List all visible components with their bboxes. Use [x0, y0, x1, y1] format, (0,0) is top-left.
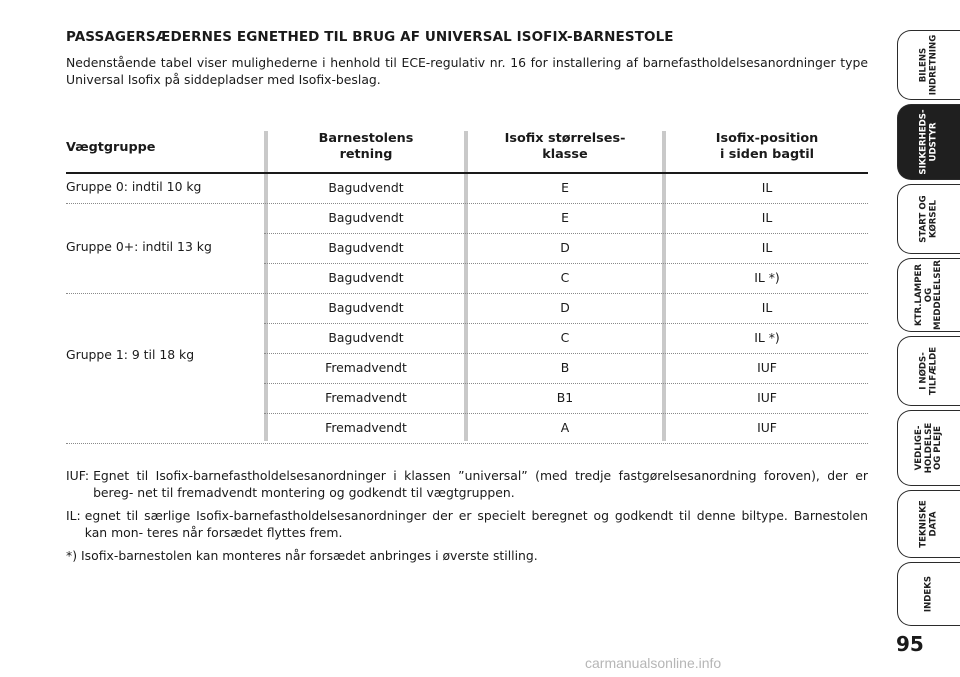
note-key: IL: [66, 508, 81, 523]
chapter-tab[interactable] [897, 258, 960, 332]
row-divider [264, 383, 868, 384]
cell-direction: Bagudvendt [328, 330, 404, 345]
intro-paragraph: Nedenstående tabel viser mulighederne i henhold til ECE-regulativ nr. 16 for installering af barnefastholdelsesanordninger type Universal Isofix på siddepladser med Isofix-beslag. [66, 55, 868, 87]
cell-direction: Bagudvendt [328, 180, 404, 195]
cell-direction: Fremadvendt [325, 420, 407, 435]
row-divider [264, 263, 868, 264]
note-il [66, 507, 868, 541]
cell-position: IL [761, 210, 773, 225]
cell-position: IUF [757, 390, 777, 405]
watermark-text: carmanualsonline.info [585, 655, 722, 671]
note-asterisk [66, 547, 868, 564]
header-direction: Barnestolens retning [318, 131, 414, 162]
chapter-tab-label: BILENS INDRETNING [918, 34, 938, 96]
note-text: egnet til særlige Isofix-barnefastholdelsesanordninger der er specielt beregnet og godkendt til denne biltype. Barnestolen kan mon- teres når forsædet flyttes frem. [84, 508, 868, 540]
header-rule [66, 172, 868, 174]
row-divider [264, 353, 868, 354]
note-text: Egnet til Isofix-barnefastholdelsesanordninger i klassen ”universal” (med tredje fastgørelsesanordning foroven), der er bereg- net til fremadvendt montering og godkendt til vægtgruppen. [93, 468, 868, 500]
chapter-tab[interactable] [897, 104, 960, 180]
page-number: 95 [896, 632, 924, 656]
cell-position: IUF [757, 420, 777, 435]
note-key: IUF: [66, 468, 90, 483]
chapter-tab-label: TEKNISKE DATA [918, 500, 938, 548]
row-divider [264, 413, 868, 414]
chapter-tab[interactable] [897, 184, 960, 254]
cell-direction: Bagudvendt [328, 240, 404, 255]
cell-size-class: C [560, 270, 570, 285]
chapter-tab-label: I NØDS- TILFÆLDE [918, 346, 938, 396]
row-divider [264, 323, 868, 324]
row-divider [66, 443, 868, 444]
cell-size-class: C [560, 330, 570, 345]
cell-size-class: D [560, 300, 570, 315]
chapter-tab-label: INDEKS [923, 575, 934, 613]
chapter-tab[interactable] [897, 562, 960, 626]
chapter-tab[interactable] [897, 336, 960, 406]
note-key: *) [66, 548, 78, 563]
chapter-tab-label: START OG KØRSEL [918, 195, 938, 243]
cell-size-class: E [561, 210, 569, 225]
group-label: Gruppe 0+: indtil 13 kg [66, 239, 212, 254]
chapter-tab-label: SIKKERHEDS- UDSTYR [918, 109, 938, 175]
cell-size-class: D [560, 240, 570, 255]
chapter-tab-label: VEDLIGE- HOLDELSE OG PLEJE [913, 422, 943, 474]
group-label: Gruppe 1: 9 til 18 kg [66, 347, 195, 362]
chapter-tab[interactable] [897, 490, 960, 558]
cell-direction: Bagudvendt [328, 270, 404, 285]
cell-position: IL [761, 180, 773, 195]
cell-size-class: B1 [556, 390, 574, 405]
group-label: Gruppe 0: indtil 10 kg [66, 179, 202, 194]
note-iuf [66, 467, 868, 501]
section-title: PASSAGERSÆDERNES EGNETHED TIL BRUG AF UNIVERSAL ISOFIX-BARNESTOLE [66, 29, 674, 45]
cell-position: IL *) [754, 270, 780, 285]
chapter-tab[interactable] [897, 30, 960, 100]
header-weight-group: Vægtgruppe [66, 140, 156, 155]
chapter-tab[interactable] [897, 410, 960, 486]
notes [66, 467, 868, 570]
note-text: Isofix-barnestolen kan monteres når forsædet anbringes i øverste stilling. [81, 548, 538, 563]
cell-size-class: A [560, 420, 570, 435]
cell-position: IL *) [754, 330, 780, 345]
chapter-tab-label: KTR.LAMPER OG MEDDELELSER [913, 259, 943, 331]
cell-direction: Bagudvendt [328, 210, 404, 225]
cell-position: IL [761, 240, 773, 255]
header-size-class: Isofix størrelses- klasse [504, 131, 626, 162]
row-divider [66, 203, 868, 204]
row-divider [264, 233, 868, 234]
cell-direction: Fremadvendt [325, 360, 407, 375]
header-position: Isofix-position i siden bagtil [715, 131, 819, 162]
cell-position: IUF [757, 360, 777, 375]
row-divider [66, 293, 868, 294]
cell-size-class: B [560, 360, 570, 375]
cell-size-class: E [561, 180, 569, 195]
isofix-table [66, 131, 868, 441]
cell-direction: Bagudvendt [328, 300, 404, 315]
cell-direction: Fremadvendt [325, 390, 407, 405]
cell-position: IL [761, 300, 773, 315]
